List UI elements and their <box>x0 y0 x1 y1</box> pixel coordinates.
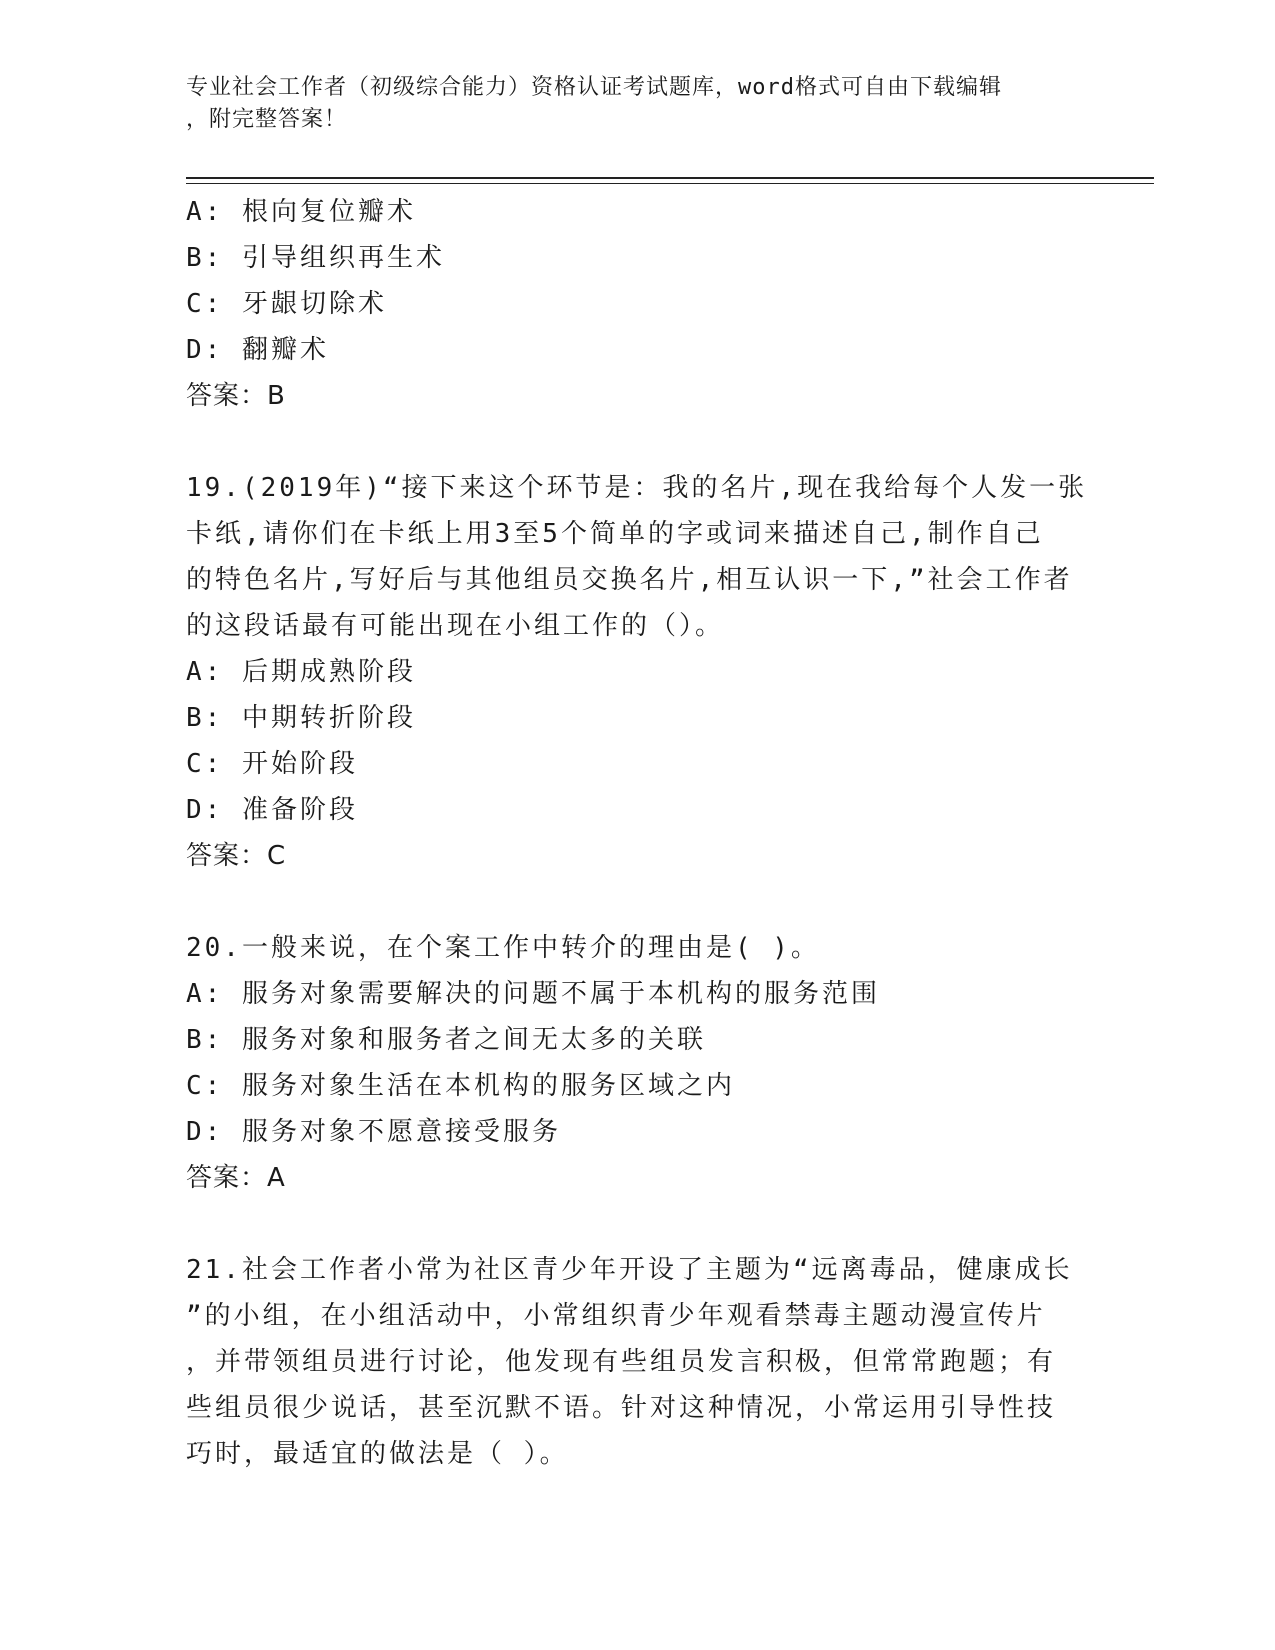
question-stem-line: 些组员很少说话，甚至沉默不语。针对这种情况，小常运用引导性技 <box>186 1393 1057 1423</box>
question-block-21 <box>186 1247 1086 1477</box>
question-stem-line: 的特色名片,写好后与其他组员交换名片,相互认识一下,”社会工作者 <box>186 565 1073 595</box>
question-stem-line: 的这段话最有可能出现在小组工作的（）。 <box>186 611 725 641</box>
answer-line: 答案：C <box>186 841 287 871</box>
option-b: B: 服务对象和服务者之间无太多的关联 <box>186 1025 706 1055</box>
question-block-18 <box>186 189 1086 419</box>
question-stem-line: 19.(2019年)“接下来这个环节是：我的名片,现在我给每个人发一张 <box>186 473 1088 503</box>
option-c: C: 牙龈切除术 <box>186 289 387 319</box>
header-rule-thin <box>186 183 1154 184</box>
question-stem-line: ，并带领组员进行讨论，他发现有些组员发言积极，但常常跑题；有 <box>186 1347 1057 1377</box>
option-d: D: 准备阶段 <box>186 795 358 825</box>
option-d: D: 服务对象不愿意接受服务 <box>186 1117 561 1147</box>
question-block-19 <box>186 465 1086 879</box>
document-header <box>186 72 1086 136</box>
question-block-20 <box>186 925 1086 1201</box>
header-line-1: 专业社会工作者（初级综合能力）资格认证考试题库，word格式可自由下载编辑 <box>186 75 1002 100</box>
option-a: A: 服务对象需要解决的问题不属于本机构的服务范围 <box>186 979 880 1009</box>
question-stem-line: 卡纸,请你们在卡纸上用3至5个简单的字或词来描述自己,制作自己 <box>186 519 1044 549</box>
option-b: B: 引导组织再生术 <box>186 243 445 273</box>
question-stem-line: ”的小组，在小组活动中，小常组织青少年观看禁毒主题动漫宣传片 <box>186 1301 1046 1331</box>
option-c: C: 开始阶段 <box>186 749 358 779</box>
header-rule-thick <box>186 177 1154 179</box>
option-d: D: 翻瓣术 <box>186 335 329 365</box>
question-stem-line: 21.社会工作者小常为社区青少年开设了主题为“远离毒品，健康成长 <box>186 1255 1073 1285</box>
document-body <box>186 189 1086 1477</box>
option-a: A: 后期成熟阶段 <box>186 657 416 687</box>
header-line-2: ，附完整答案！ <box>186 107 348 132</box>
option-a: A: 根向复位瓣术 <box>186 197 416 227</box>
question-stem-line: 20.一般来说，在个案工作中转介的理由是( )。 <box>186 933 820 963</box>
question-stem-line: 巧时，最适宜的做法是（ ）。 <box>186 1439 569 1469</box>
option-b: B: 中期转折阶段 <box>186 703 416 733</box>
answer-line: 答案：A <box>186 1163 286 1193</box>
option-c: C: 服务对象生活在本机构的服务区域之内 <box>186 1071 735 1101</box>
answer-line: 答案：B <box>186 381 286 411</box>
